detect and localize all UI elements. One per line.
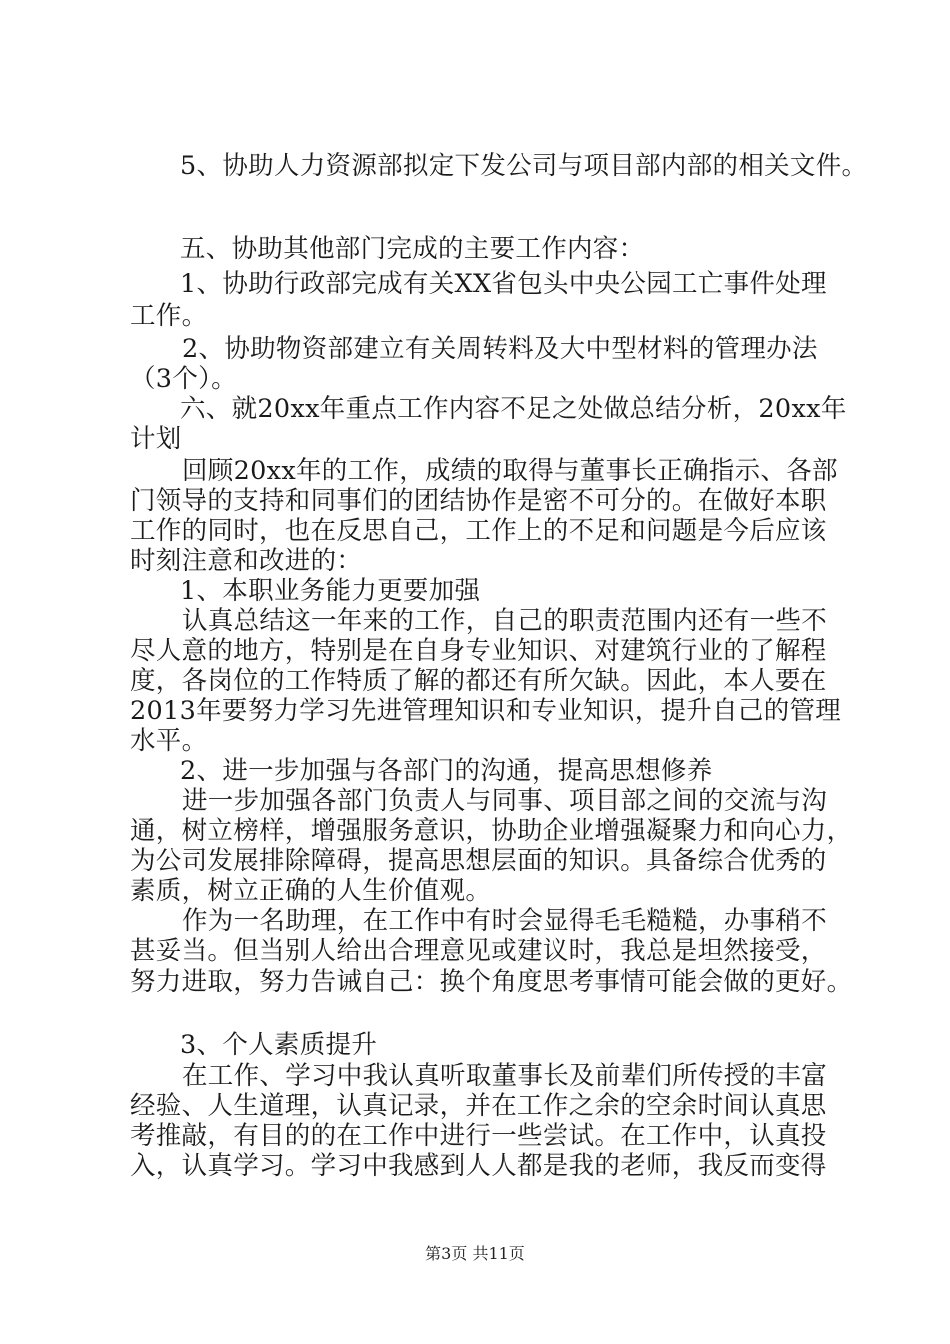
page-number-footer: 第3页 共11页 bbox=[425, 1244, 525, 1263]
paragraph-item-2-line1: 2、协助物资部建立有关周转料及大中型材料的管理办法 bbox=[182, 334, 818, 364]
communication-paragraph-line2: 通，树立榜样，增强服务意识，协助企业增强凝聚力和向心力， bbox=[130, 816, 853, 846]
quality-paragraph-line3: 考推敲，有目的的在工作中进行一些尝试。在工作中，认真投 bbox=[130, 1121, 827, 1151]
assistant-paragraph-line1: 作为一名助理，在工作中有时会显得毛毛糙糙，办事稍不 bbox=[182, 906, 828, 936]
subheading-3: 3、个人素质提升 bbox=[180, 1030, 378, 1060]
section-heading-6-line2: 计划 bbox=[130, 424, 182, 454]
section-heading-6-line1: 六、就20xx年重点工作内容不足之处做总结分析，20xx年 bbox=[180, 394, 847, 424]
subheading-2: 2、进一步加强与各部门的沟通，提高思想修养 bbox=[180, 756, 713, 786]
paragraph-item-1-line1: 1、协助行政部完成有关XX省包头中央公园工亡事件处理 bbox=[180, 269, 827, 299]
paragraph-item-1-line2: 工作。 bbox=[130, 301, 208, 331]
quality-paragraph-line4: 入，认真学习。学习中我感到人人都是我的老师，我反而变得 bbox=[130, 1151, 827, 1181]
ability-paragraph-line5: 水平。 bbox=[130, 726, 208, 756]
communication-paragraph-line1: 进一步加强各部门负责人与同事、项目部之间的交流与沟 bbox=[182, 786, 828, 816]
review-paragraph-line1: 回顾20xx年的工作，成绩的取得与董事长正确指示、各部 bbox=[182, 456, 838, 486]
quality-paragraph-line1: 在工作、学习中我认真听取董事长及前辈们所传授的丰富 bbox=[182, 1061, 828, 1091]
ability-paragraph-line1: 认真总结这一年来的工作，自己的职责范围内还有一些不 bbox=[182, 606, 828, 636]
quality-paragraph-line2: 经验、人生道理，认真记录，并在工作之余的空余时间认真思 bbox=[130, 1091, 827, 1121]
section-heading-5: 五、协助其他部门完成的主要工作内容： bbox=[180, 234, 645, 264]
subheading-1: 1、本职业务能力更要加强 bbox=[180, 576, 481, 606]
ability-paragraph-line3: 度，各岗位的工作特质了解的都还有所欠缺。因此，本人要在 bbox=[130, 666, 827, 696]
assistant-paragraph-line2: 甚妥当。但当别人给出合理意见或建议时，我总是坦然接受， bbox=[130, 936, 827, 966]
ability-paragraph-line4: 2013年要努力学习先进管理知识和专业知识，提升自己的管理 bbox=[130, 696, 842, 726]
ability-paragraph-line2: 尽人意的地方，特别是在自身专业知识、对建筑行业的了解程 bbox=[130, 636, 827, 666]
communication-paragraph-line3: 为公司发展排除障碍，提高思想层面的知识。具备综合优秀的 bbox=[130, 846, 827, 876]
review-paragraph-line4: 时刻注意和改进的： bbox=[130, 546, 363, 576]
review-paragraph-line3: 工作的同时，也在反思自己，工作上的不足和问题是今后应该 bbox=[130, 516, 827, 546]
assistant-paragraph-line3: 努力进取，努力告诫自己：换个角度思考事情可能会做的更好。 bbox=[130, 967, 853, 997]
review-paragraph-line2: 门领导的支持和同事们的团结协作是密不可分的。在做好本职 bbox=[130, 486, 827, 516]
communication-paragraph-line4: 素质，树立正确的人生价值观。 bbox=[130, 876, 492, 906]
paragraph-item-2-line2: （3个）。 bbox=[130, 364, 237, 394]
paragraph-item-5: 5、协助人力资源部拟定下发公司与项目部内部的相关文件。 bbox=[180, 151, 868, 181]
